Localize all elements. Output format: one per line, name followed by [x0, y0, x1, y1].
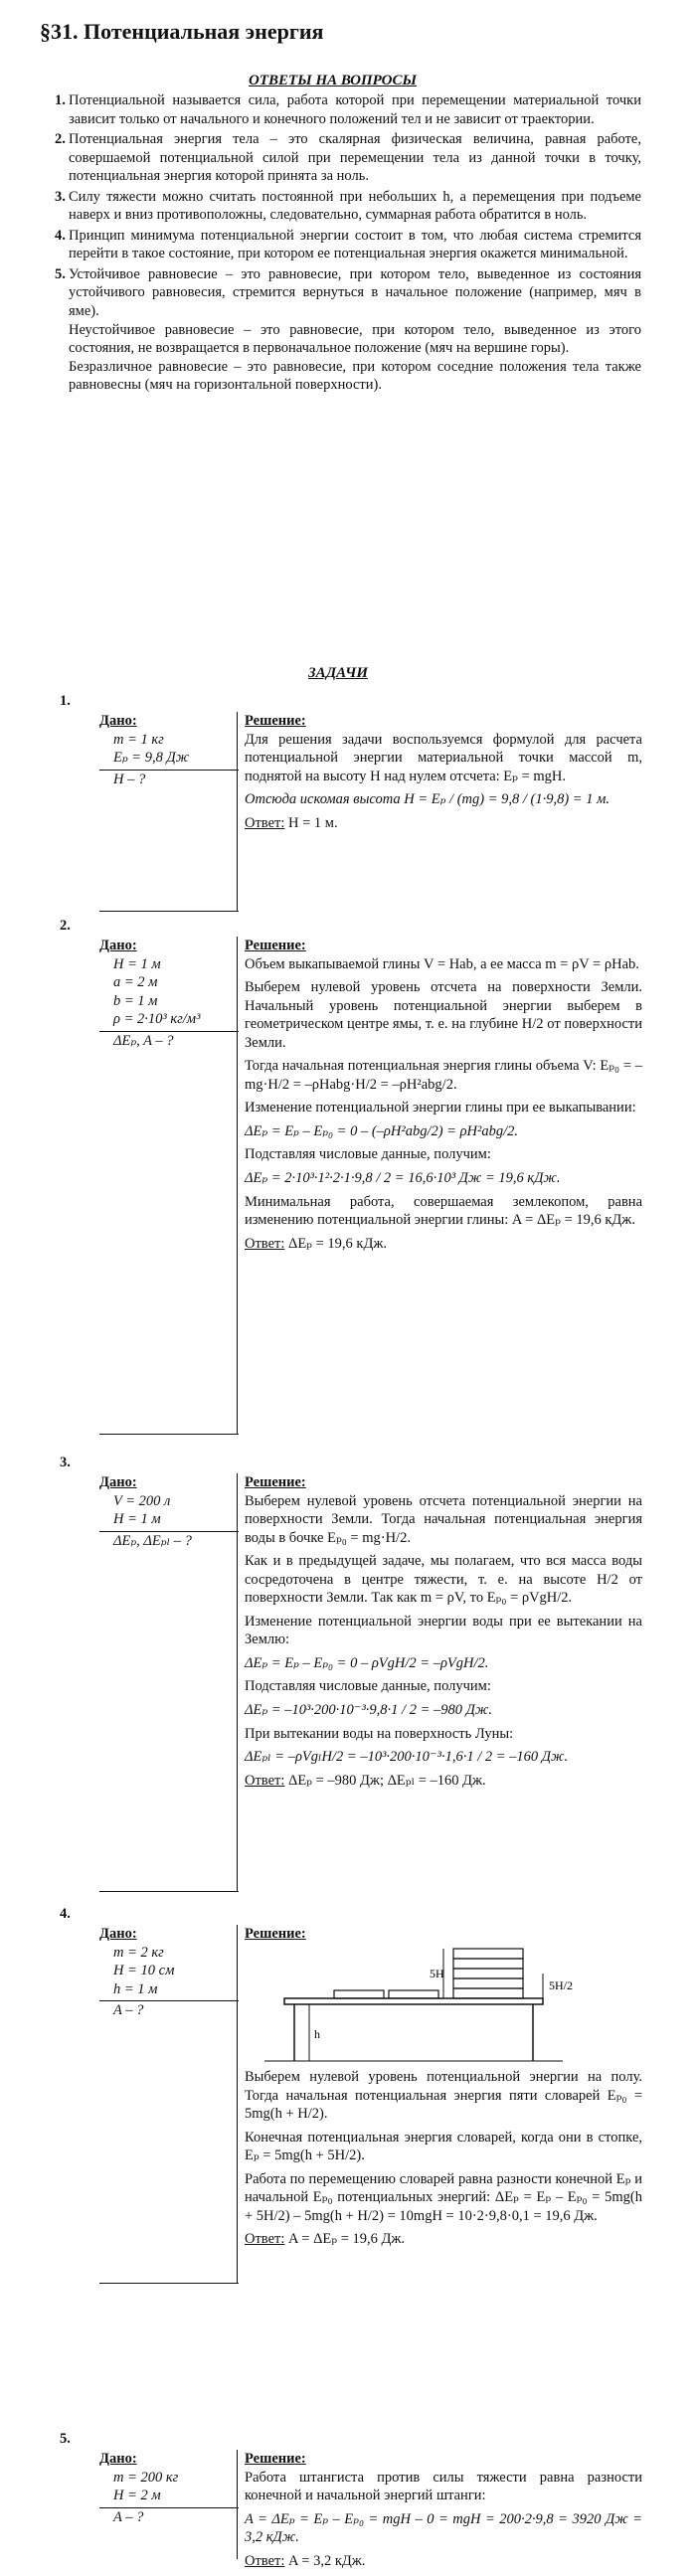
given-value: H = 1 м	[113, 1511, 161, 1528]
answer-number: 3.	[55, 188, 66, 205]
equation: ΔEₚ = Eₚ – Eₚ₀ = 0 – (–ρH²abg/2) = ρH²abg/2.	[245, 1122, 519, 1139]
answer-item	[55, 188, 641, 225]
book-flat	[334, 1990, 384, 1998]
answer-item	[55, 227, 641, 263]
book-stacked	[453, 1959, 523, 1969]
answer-text: Устойчивое равновесие – это равновесие, при котором тело, выведенное из состояния устойчивого равновесия, стремится вернуться в начальное положение (например, мяч в яме). Неустойчивое равновесие – это равновесие, при котором тело, выведенное из этого состояния, не возвращается в первоначальное положение (мяч на вершине горы). Безразличное равновесие – это равновесие, при котором соседние положения тела также равновесны (мяч на горизонтальной поверхности).	[69, 265, 641, 394]
find-value: H – ?	[99, 770, 239, 789]
answer-number: 4.	[55, 227, 66, 244]
answers-list	[55, 91, 641, 397]
given-block	[99, 937, 239, 1050]
equation: ΔEₚ = Eₚ – Eₚ₀ = 0 – ρVgH/2 = –ρVgH/2.	[245, 1654, 489, 1671]
given-label: Дано:	[99, 1926, 137, 1942]
solution-text: Работа штангиста против силы тяжести равна разности конечной и начальной энергий штанги:	[245, 2469, 642, 2504]
answer-line	[245, 2230, 642, 2249]
given-block	[99, 1925, 239, 2020]
solution-text: Тогда начальная потенциальная энергия глины объема V: Eₚ₀ = –mg·H/2 = –ρHabg·H/2 = –ρH²abg/2.	[245, 1058, 642, 1093]
book-stacked	[453, 1988, 523, 1998]
answer-number: 1.	[55, 92, 66, 108]
tasks-heading: ЗАДАЧИ	[308, 665, 369, 681]
given-value: b = 1 м	[113, 992, 158, 1009]
answer-line	[245, 1235, 642, 1254]
divider	[99, 1434, 239, 1435]
solution-block	[245, 2450, 642, 2570]
given-label: Дано:	[99, 2451, 137, 2467]
book-stacked	[453, 1969, 523, 1978]
answer-label: Ответ:	[245, 2552, 285, 2569]
divider	[99, 2283, 239, 2284]
given-value: m = 2 кг	[113, 1944, 164, 1961]
solution-block	[245, 937, 642, 1253]
given-value: H = 10 см	[113, 1963, 175, 1979]
solution-text: Для решения задачи воспользуемся формулой для расчета потенциальной энергии материальной точки массой m, поднятой на высоту H над нулем отсчета: Eₚ = mgH.	[245, 731, 642, 784]
solution-label: Решение:	[245, 1926, 306, 1942]
solution-block	[245, 1473, 642, 1790]
given-value: ρ = 2·10³ кг/м³	[113, 1011, 201, 1028]
answer-text: Принцип минимума потенциальной энергии состоит в том, что любая система стремится перейти в такое состояние, при котором ее потенциальная энергия окажется минимальной.	[69, 227, 641, 262]
divider	[237, 2450, 238, 2559]
equation: Отсюда искомая высота H = Eₚ / (mg) = 9,8 / (1·9,8) = 1 м.	[245, 791, 609, 808]
equation: A = ΔEₚ = Eₚ – Eₚ₀ = mgH – 0 = mgH = 200·2·9,8 = 3920 Дж = 3,2 кДж.	[245, 2510, 642, 2546]
given-block	[99, 2450, 239, 2526]
task-number: 2.	[60, 918, 71, 934]
answer-value: A = 3,2 кДж.	[288, 2552, 366, 2569]
answer-number: 2.	[55, 131, 66, 148]
solution-text: Минимальная работа, совершаемая землекопом, равна изменению потенциальной энергии глины: A = ΔEₚ = 19,6 кДж.	[245, 1193, 642, 1229]
solution-label: Решение:	[245, 2451, 306, 2467]
solution-block	[245, 712, 642, 832]
divider	[237, 712, 238, 911]
solution-text: Подставляя числовые данные, получим:	[245, 1678, 491, 1695]
answer-item	[55, 265, 641, 395]
solution-text: Выберем нулевой уровень отсчета на поверхности Земли. Начальный уровень потенциальной энергии выберем в геометрическом центре ямы, т. е. на глубине H/2 от поверхности Земли.	[245, 979, 642, 1051]
answer-text: Потенциальной называется сила, работа которой при перемещении материальной точки зависит только от начального и конечного положений тел и не зависит от траектории.	[69, 92, 641, 127]
answers-heading: ОТВЕТЫ НА ВОПРОСЫ	[249, 73, 418, 88]
divider	[237, 937, 238, 1434]
answer-text: Силу тяжести можно считать постоянной при небольших h, а перемещения при подъеме наверх и вниз противоположны, следовательно, суммарная работа обратится в ноль.	[69, 188, 641, 224]
find-value: A – ?	[99, 2000, 239, 2020]
given-value: a = 2 м	[113, 974, 158, 991]
answer-item	[55, 91, 641, 128]
solution-text: Выберем нулевой уровень отсчета потенциальной энергии на поверхности Земли. Тогда начальная потенциальная энергия воды в бочке Eₚ₀ = mg·H/2.	[245, 1492, 642, 1546]
equation: ΔEₚ = 2·10³·1²·2·1·9,8 / 2 = 16,6·10³ Дж = 19,6 кДж.	[245, 1170, 561, 1187]
solution-label: Решение:	[245, 713, 306, 729]
task-number: 1.	[60, 693, 71, 709]
solution-text: Выберем нулевой уровень потенциальной энергии на полу. Тогда начальная потенциальная энергия пяти словарей Eₚ₀ = 5mg(h + H/2).	[245, 2069, 642, 2123]
solution-text: Как и в предыдущей задаче, мы полагаем, что вся масса воды сосредоточена в центре тяжести, т. е. на высоте H/2 от поверхности Земли. Так как m = ρV, то Eₚ₀ = ρVgH/2.	[245, 1553, 642, 1607]
given-block	[99, 712, 239, 788]
equation: ΔEₚ = –10³·200·10⁻³·9,8·1 / 2 = –980 Дж.	[245, 1702, 492, 1719]
given-value: Eₚ = 9,8 Дж	[113, 750, 190, 767]
answer-text: Потенциальная энергия тела – это скалярная физическая величина, равная работе, совершаемой потенциальной силой при перемещении тела из данной точки в точку, потенциальная энергия которой принята за ноль.	[69, 131, 641, 185]
solution-label: Решение:	[245, 1474, 306, 1490]
given-label: Дано:	[99, 938, 137, 953]
label-h: h	[314, 2026, 320, 2041]
book-stacked	[453, 1978, 523, 1988]
solution-text: Объем выкапываемой глины V = Hab, а ее масса m = ρV = ρHab.	[245, 955, 639, 972]
answer-line	[245, 814, 642, 833]
task-number: 3.	[60, 1455, 71, 1470]
answer-number: 5.	[55, 265, 66, 282]
answer-label: Ответ:	[245, 2231, 285, 2248]
answer-label: Ответ:	[245, 814, 285, 831]
given-label: Дано:	[99, 713, 137, 729]
given-value: m = 1 кг	[113, 731, 164, 748]
answer-line	[245, 1772, 642, 1791]
answer-line	[245, 2552, 642, 2571]
divider	[237, 1925, 238, 2283]
solution-text: Конечная потенциальная энергия словарей, когда они в стопке, Eₚ = 5mg(h + 5H/2).	[245, 2129, 642, 2164]
answer-label: Ответ:	[245, 1235, 285, 1252]
divider	[99, 1891, 239, 1892]
given-label: Дано:	[99, 1474, 137, 1490]
find-value: A – ?	[99, 2507, 239, 2527]
book-flat	[389, 1990, 438, 1998]
answer-item	[55, 130, 641, 186]
solution-text: Подставляя числовые данные, получим:	[245, 1146, 491, 1163]
label-5h: 5H	[430, 1966, 444, 1980]
given-value: V = 200 л	[113, 1492, 171, 1509]
solution-block	[245, 1925, 642, 2249]
task-number: 5.	[60, 2431, 71, 2447]
given-value: H = 1 м	[113, 955, 161, 972]
answer-value: H = 1 м.	[288, 814, 338, 831]
solution-text: Изменение потенциальной энергии воды при ее вытекании на Землю:	[245, 1613, 642, 1648]
label-5h-2: 5H/2	[549, 1977, 573, 1992]
equation: ΔEₚₗ = –ρVgₗH/2 = –10³·200·10⁻³·1,6·1 / 2 = –160 Дж.	[245, 1749, 569, 1766]
solution-text: Работа по перемещению словарей равна разности конечной Eₚ и начальной Eₚ₀ потенциальных энергий: ΔEₚ = Eₚ – Eₚ₀ = 5mg(h + 5H/2) – 5mg(h + H/2) = 10mgH = 10·2·9,8·0,1 = 19,6 Дж.	[245, 2170, 642, 2224]
books-on-table-figure	[245, 1944, 642, 2063]
solution-text: При вытекании воды на поверхность Луны:	[245, 1725, 514, 1742]
find-value: ΔEₚ, ΔEₚₗ – ?	[99, 1531, 239, 1551]
given-value: h = 1 м	[113, 1980, 158, 1997]
given-value: H = 2 м	[113, 2488, 161, 2504]
book-stacked	[453, 1949, 523, 1959]
table-top	[284, 1998, 543, 2004]
solution-text: Изменение потенциальной энергии глины при ее выкапывании:	[245, 1100, 636, 1116]
solution-label: Решение:	[245, 938, 306, 953]
page-title: §31. Потенциальная энергия	[40, 19, 324, 44]
answer-value: ΔEₚ = –980 Дж; ΔEₚₗ = –160 Дж.	[288, 1772, 486, 1789]
given-block	[99, 1473, 239, 1550]
task-number: 4.	[60, 1906, 71, 1922]
given-value: m = 200 кг	[113, 2469, 179, 2486]
divider	[99, 911, 239, 912]
answer-value: ΔEₚ = 19,6 кДж.	[288, 1235, 387, 1252]
answer-value: A = ΔEₚ = 19,6 Дж.	[288, 2231, 406, 2248]
divider	[237, 1473, 238, 1891]
answer-label: Ответ:	[245, 1772, 285, 1789]
find-value: ΔEₚ, A – ?	[99, 1031, 239, 1051]
